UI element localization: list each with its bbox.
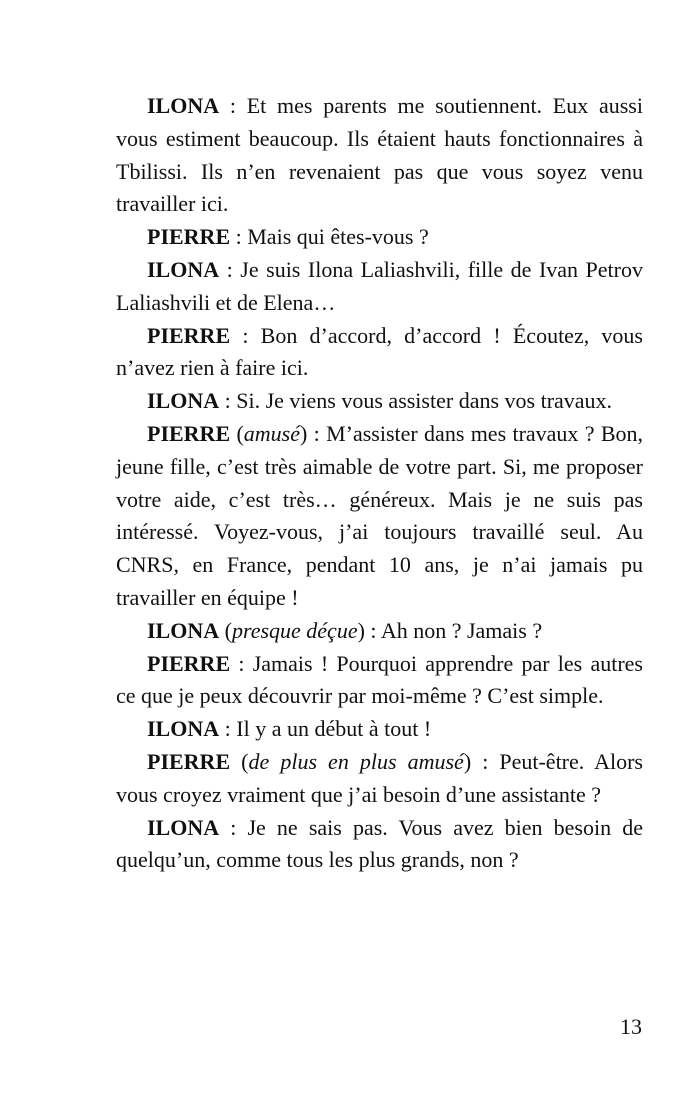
dialogue-text: Ah non ? Jamais ? xyxy=(380,617,543,643)
page-number: 13 xyxy=(620,1014,642,1039)
speaker-name: ILONA xyxy=(147,93,220,118)
stage-direction: de plus en plus amusé xyxy=(248,748,464,774)
dialogue-text: Mais qui êtes-vous ? xyxy=(247,224,429,250)
dialogue-text: Je suis Ilona Laliashvili, fille de Ivan Petrov Laliashvili et de Elena… xyxy=(116,256,643,315)
speaker-name: ILONA xyxy=(147,388,220,414)
speaker-name: ILONA xyxy=(147,814,220,840)
stage-direction: amusé xyxy=(243,420,300,446)
dialogue-paragraph: ILONA : Et mes parents me soutiennent. Eux aussi vous estiment beaucoup. Ils étaient hauts fonctionnaires à Tbilissi. Ils n’en revenaient pas que vous soyez venu travailler ici. xyxy=(116,93,643,217)
dialogue-paragraph: PIERRE : Bon d’accord, d’accord ! Écoutez, vous n’avez rien à faire ici. xyxy=(116,322,643,381)
dialogue-text: Bon d’accord, d’accord ! Écoutez, vous n’avez rien à faire ici. xyxy=(116,322,643,381)
dialogue-paragraph: ILONA : Si. Je viens vous assister dans vos travaux. xyxy=(147,388,613,414)
dialogue-paragraph: PIERRE (amusé) : M’assister dans mes travaux ? Bon, jeune fille, c’est très aimable de votre part. Si, me proposer votre aide, c’est très… généreux. Mais je ne suis pas intéressé. Voyez-vous, j’ai toujours travaillé seul. Au CNRS, en France, pendant 10 ans, je n’ai jamais pu travailler en équipe ! xyxy=(116,420,643,610)
speaker-name: PIERRE xyxy=(147,420,231,446)
dialogue-paragraph: ILONA (presque déçue) : Ah non ? Jamais ? xyxy=(147,617,543,643)
dialogue-paragraph: ILONA : Il y a un début à tout ! xyxy=(147,716,432,742)
speaker-name: PIERRE xyxy=(147,224,231,250)
dialogue-text: Si. Je viens vous assister dans vos travaux. xyxy=(236,388,613,414)
speaker-name: ILONA xyxy=(147,716,220,742)
speaker-name: PIERRE xyxy=(147,748,231,774)
dialogue-paragraph: ILONA : Je ne sais pas. Vous avez bien besoin de quelqu’un, comme tous les plus grands, non ? xyxy=(116,814,643,873)
dialogue-text: Je ne sais pas. Vous avez bien besoin de quelqu’un, comme tous les plus grands, non ? xyxy=(116,814,643,873)
speaker-name: ILONA xyxy=(147,256,220,282)
stage-direction: presque déçue xyxy=(231,617,358,643)
page-body xyxy=(116,90,643,877)
dialogue-text: Peut-être. Alors vous croyez vraiment que j’ai besoin d’une assistante ? xyxy=(116,748,643,807)
dialogue-text: Jamais ! Pourquoi apprendre par les autres ce que je peux découvrir par moi-même ? C’est simple. xyxy=(116,650,643,709)
speaker-name: PIERRE xyxy=(147,650,231,676)
dialogue-paragraph: PIERRE : Jamais ! Pourquoi apprendre par les autres ce que je peux découvrir par moi-même ? C’est simple. xyxy=(116,650,643,709)
dialogue-paragraph: ILONA : Je suis Ilona Laliashvili, fille de Ivan Petrov Laliashvili et de Elena… xyxy=(116,256,643,315)
dialogue-paragraph: PIERRE (de plus en plus amusé) : Peut-être. Alors vous croyez vraiment que j’ai besoin d’une assistante ? xyxy=(116,748,643,807)
dialogue-text: Et mes parents me soutiennent. Eux aussi vous estiment beaucoup. Ils étaient hauts fonctionnaires à Tbilissi. Ils n’en revenaient pas que vous soyez venu travailler ici. xyxy=(116,93,643,217)
speaker-name: ILONA xyxy=(147,617,220,643)
dialogue-text: Il y a un début à tout ! xyxy=(236,716,432,742)
dialogue-text: M’assister dans mes travaux ? Bon, jeune fille, c’est très aimable de votre part. Si, me proposer votre aide, c’est très… généreux. Mais je ne suis pas intéressé. Voyez-vous, j’ai toujours travaillé seul. Au CNRS, en France, pendant 10 ans, je n’ai jamais pu travailler en équipe ! xyxy=(116,420,643,610)
dialogue-paragraph: PIERRE : Mais qui êtes-vous ? xyxy=(147,224,429,250)
speaker-name: PIERRE xyxy=(147,322,231,348)
